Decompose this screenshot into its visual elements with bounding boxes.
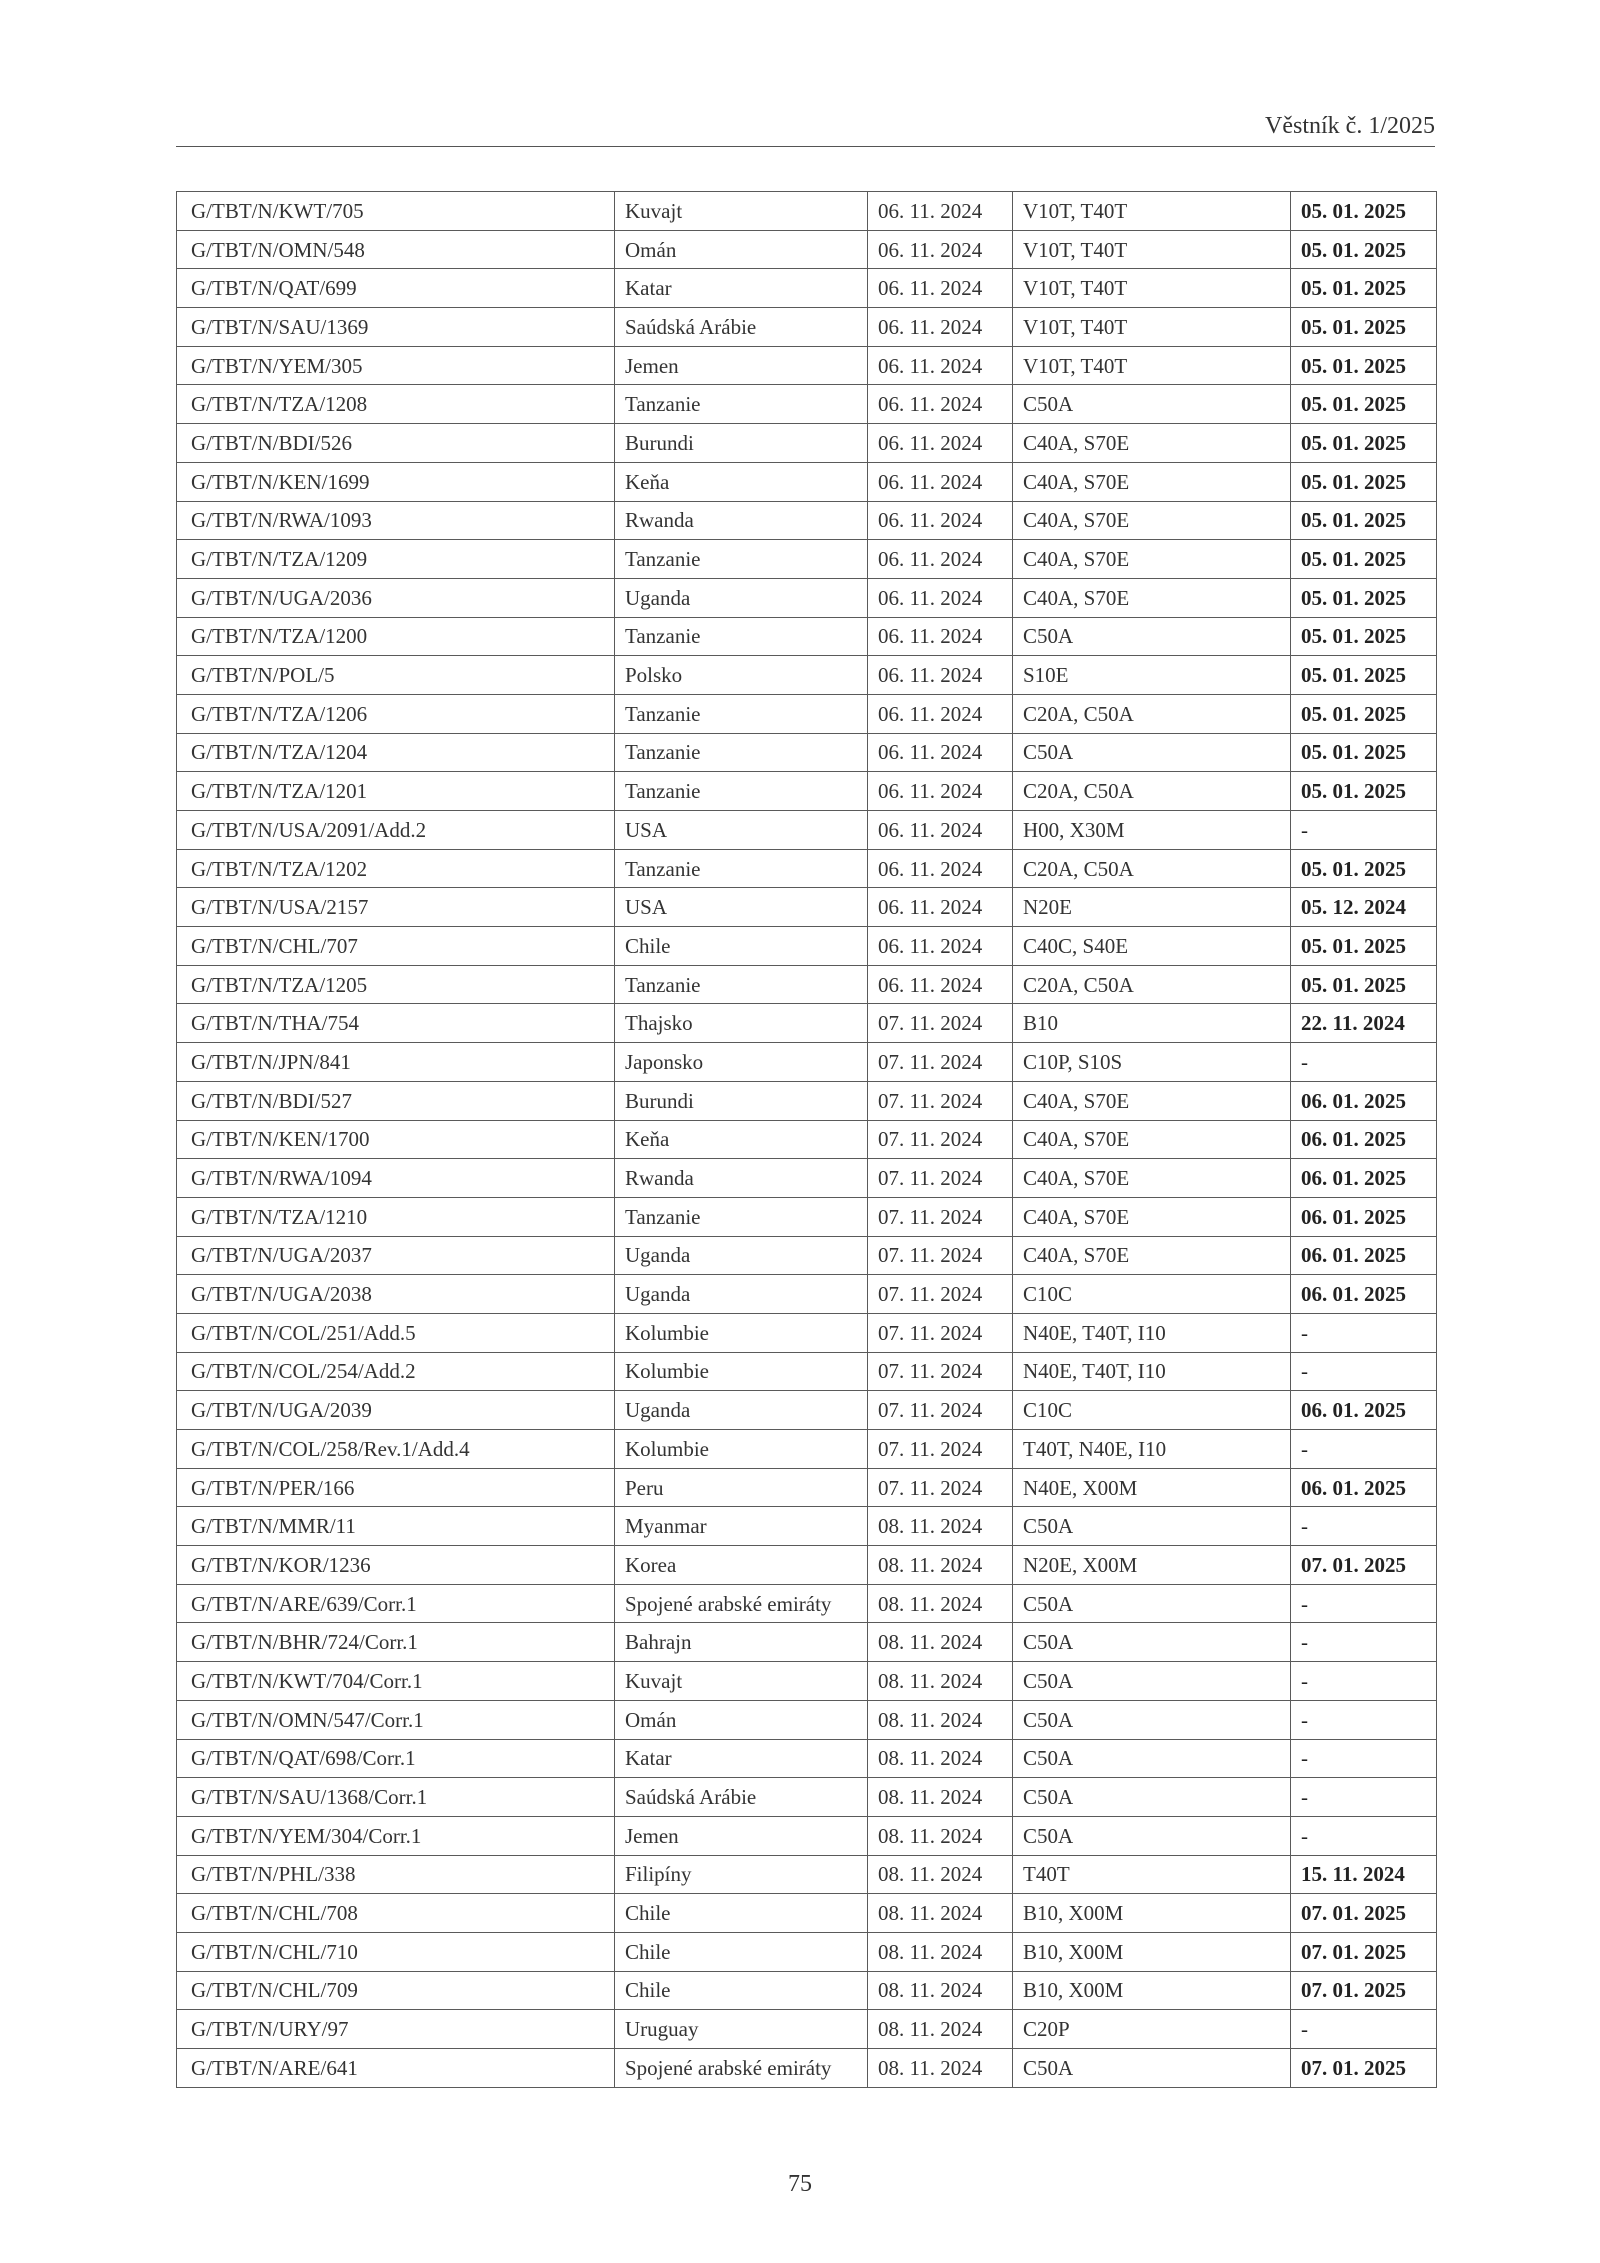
notifications-table (176, 191, 1437, 2088)
table-row (177, 540, 1437, 579)
cell-notification-symbol: G/TBT/N/OMN/547/Corr.1 (177, 1700, 615, 1739)
cell-deadline: 06. 01. 2025 (1291, 1197, 1437, 1236)
cell-country: Korea (615, 1546, 868, 1585)
cell-deadline: - (1291, 1816, 1437, 1855)
table-row (177, 269, 1437, 308)
cell-date: 08. 11. 2024 (868, 1584, 1013, 1623)
cell-date: 08. 11. 2024 (868, 1739, 1013, 1778)
cell-country: Peru (615, 1468, 868, 1507)
cell-notification-symbol: G/TBT/N/TZA/1208 (177, 385, 615, 424)
cell-deadline: 05. 01. 2025 (1291, 462, 1437, 501)
cell-date: 08. 11. 2024 (868, 2049, 1013, 2088)
table-row (177, 1313, 1437, 1352)
cell-country: Keňa (615, 462, 868, 501)
cell-notification-symbol: G/TBT/N/KEN/1699 (177, 462, 615, 501)
cell-country: USA (615, 811, 868, 850)
table-row (177, 1004, 1437, 1043)
cell-notification-symbol: G/TBT/N/USA/2091/Add.2 (177, 811, 615, 850)
cell-country: Chile (615, 1932, 868, 1971)
table-row (177, 733, 1437, 772)
cell-date: 08. 11. 2024 (868, 1971, 1013, 2010)
cell-notification-symbol: G/TBT/N/QAT/699 (177, 269, 615, 308)
cell-date: 06. 11. 2024 (868, 656, 1013, 695)
cell-country: Kuvajt (615, 1662, 868, 1701)
table-row (177, 656, 1437, 695)
cell-notification-symbol: G/TBT/N/ARE/641 (177, 2049, 615, 2088)
table-row (177, 888, 1437, 927)
cell-notification-symbol: G/TBT/N/THA/754 (177, 1004, 615, 1043)
cell-country: Tanzanie (615, 849, 868, 888)
cell-deadline: - (1291, 1430, 1437, 1469)
cell-country: Rwanda (615, 501, 868, 540)
cell-notification-symbol: G/TBT/N/TZA/1201 (177, 772, 615, 811)
table-row (177, 1584, 1437, 1623)
cell-deadline: 05. 01. 2025 (1291, 733, 1437, 772)
cell-deadline: 22. 11. 2024 (1291, 1004, 1437, 1043)
cell-deadline: - (1291, 1778, 1437, 1817)
cell-codes: V10T, T40T (1013, 230, 1291, 269)
table-row (177, 1468, 1437, 1507)
cell-date: 08. 11. 2024 (868, 1507, 1013, 1546)
cell-codes: B10, X00M (1013, 1894, 1291, 1933)
cell-deadline: 06. 01. 2025 (1291, 1468, 1437, 1507)
cell-codes: C20A, C50A (1013, 694, 1291, 733)
cell-date: 08. 11. 2024 (868, 1816, 1013, 1855)
cell-codes: B10, X00M (1013, 1932, 1291, 1971)
cell-country: Tanzanie (615, 965, 868, 1004)
cell-notification-symbol: G/TBT/N/KWT/704/Corr.1 (177, 1662, 615, 1701)
cell-date: 06. 11. 2024 (868, 346, 1013, 385)
cell-notification-symbol: G/TBT/N/BHR/724/Corr.1 (177, 1623, 615, 1662)
cell-codes: C50A (1013, 1507, 1291, 1546)
table-row (177, 308, 1437, 347)
table-row (177, 811, 1437, 850)
cell-country: Spojené arabské emiráty (615, 1584, 868, 1623)
cell-codes: C40A, S70E (1013, 1236, 1291, 1275)
cell-date: 07. 11. 2024 (868, 1275, 1013, 1314)
page-header (176, 112, 1435, 147)
table-row (177, 1120, 1437, 1159)
cell-country: Polsko (615, 656, 868, 695)
cell-country: Chile (615, 927, 868, 966)
cell-country: Jemen (615, 1816, 868, 1855)
cell-date: 07. 11. 2024 (868, 1391, 1013, 1430)
cell-deadline: - (1291, 1507, 1437, 1546)
table-row (177, 694, 1437, 733)
cell-codes: B10, X00M (1013, 1971, 1291, 2010)
cell-country: Uruguay (615, 2010, 868, 2049)
cell-date: 06. 11. 2024 (868, 733, 1013, 772)
cell-deadline: 15. 11. 2024 (1291, 1855, 1437, 1894)
cell-notification-symbol: G/TBT/N/RWA/1094 (177, 1159, 615, 1198)
cell-notification-symbol: G/TBT/N/TZA/1209 (177, 540, 615, 579)
cell-codes: C20A, C50A (1013, 772, 1291, 811)
cell-deadline: 05. 01. 2025 (1291, 965, 1437, 1004)
table-row (177, 1081, 1437, 1120)
cell-codes: C50A (1013, 1816, 1291, 1855)
table-row (177, 1275, 1437, 1314)
cell-deadline: - (1291, 1352, 1437, 1391)
cell-notification-symbol: G/TBT/N/UGA/2038 (177, 1275, 615, 1314)
cell-codes: N40E, T40T, I10 (1013, 1352, 1291, 1391)
cell-codes: C40A, S70E (1013, 1159, 1291, 1198)
cell-deadline: 05. 12. 2024 (1291, 888, 1437, 927)
table-row (177, 1352, 1437, 1391)
cell-notification-symbol: G/TBT/N/TZA/1210 (177, 1197, 615, 1236)
table-row (177, 346, 1437, 385)
cell-codes: C40A, S70E (1013, 578, 1291, 617)
cell-date: 08. 11. 2024 (868, 1932, 1013, 1971)
cell-deadline: 05. 01. 2025 (1291, 424, 1437, 463)
cell-date: 08. 11. 2024 (868, 1662, 1013, 1701)
cell-country: Uganda (615, 1275, 868, 1314)
cell-date: 07. 11. 2024 (868, 1081, 1013, 1120)
cell-country: Kolumbie (615, 1430, 868, 1469)
cell-codes: C40C, S40E (1013, 927, 1291, 966)
cell-date: 08. 11. 2024 (868, 1700, 1013, 1739)
cell-country: Katar (615, 1739, 868, 1778)
cell-date: 07. 11. 2024 (868, 1313, 1013, 1352)
cell-deadline: - (1291, 2010, 1437, 2049)
table-row (177, 2049, 1437, 2088)
cell-notification-symbol: G/TBT/N/TZA/1205 (177, 965, 615, 1004)
cell-notification-symbol: G/TBT/N/BDI/527 (177, 1081, 615, 1120)
cell-deadline: 05. 01. 2025 (1291, 578, 1437, 617)
cell-country: Omán (615, 1700, 868, 1739)
cell-deadline: 06. 01. 2025 (1291, 1391, 1437, 1430)
cell-deadline: 05. 01. 2025 (1291, 617, 1437, 656)
cell-deadline: 05. 01. 2025 (1291, 501, 1437, 540)
cell-deadline: - (1291, 1623, 1437, 1662)
cell-codes: V10T, T40T (1013, 346, 1291, 385)
cell-country: Filipíny (615, 1855, 868, 1894)
cell-codes: C40A, S70E (1013, 501, 1291, 540)
cell-codes: C50A (1013, 617, 1291, 656)
cell-notification-symbol: G/TBT/N/COL/254/Add.2 (177, 1352, 615, 1391)
cell-notification-symbol: G/TBT/N/KWT/705 (177, 192, 615, 231)
table-row (177, 965, 1437, 1004)
cell-date: 07. 11. 2024 (868, 1043, 1013, 1082)
cell-notification-symbol: G/TBT/N/TZA/1206 (177, 694, 615, 733)
cell-country: Tanzanie (615, 385, 868, 424)
cell-codes: T40T (1013, 1855, 1291, 1894)
cell-codes: N20E (1013, 888, 1291, 927)
cell-codes: T40T, N40E, I10 (1013, 1430, 1291, 1469)
cell-deadline: - (1291, 1662, 1437, 1701)
cell-deadline: 05. 01. 2025 (1291, 927, 1437, 966)
cell-date: 06. 11. 2024 (868, 578, 1013, 617)
cell-date: 08. 11. 2024 (868, 1778, 1013, 1817)
cell-country: Thajsko (615, 1004, 868, 1043)
cell-codes: C40A, S70E (1013, 462, 1291, 501)
cell-date: 07. 11. 2024 (868, 1430, 1013, 1469)
cell-notification-symbol: G/TBT/N/UGA/2039 (177, 1391, 615, 1430)
cell-date: 06. 11. 2024 (868, 269, 1013, 308)
cell-date: 06. 11. 2024 (868, 192, 1013, 231)
cell-codes: C50A (1013, 1623, 1291, 1662)
table-row (177, 1236, 1437, 1275)
cell-codes: N20E, X00M (1013, 1546, 1291, 1585)
cell-country: Bahrajn (615, 1623, 868, 1662)
cell-deadline: 07. 01. 2025 (1291, 1546, 1437, 1585)
cell-codes: C40A, S70E (1013, 424, 1291, 463)
cell-codes: V10T, T40T (1013, 192, 1291, 231)
table-row (177, 1507, 1437, 1546)
cell-date: 06. 11. 2024 (868, 772, 1013, 811)
cell-date: 06. 11. 2024 (868, 849, 1013, 888)
cell-notification-symbol: G/TBT/N/KOR/1236 (177, 1546, 615, 1585)
table-row (177, 462, 1437, 501)
cell-codes: C10C (1013, 1275, 1291, 1314)
cell-codes: V10T, T40T (1013, 308, 1291, 347)
cell-country: Japonsko (615, 1043, 868, 1082)
table-row (177, 230, 1437, 269)
cell-notification-symbol: G/TBT/N/JPN/841 (177, 1043, 615, 1082)
cell-date: 06. 11. 2024 (868, 501, 1013, 540)
cell-date: 08. 11. 2024 (868, 1623, 1013, 1662)
cell-codes: C50A (1013, 1700, 1291, 1739)
cell-deadline: 05. 01. 2025 (1291, 230, 1437, 269)
cell-date: 07. 11. 2024 (868, 1468, 1013, 1507)
cell-notification-symbol: G/TBT/N/RWA/1093 (177, 501, 615, 540)
cell-country: Jemen (615, 346, 868, 385)
cell-date: 07. 11. 2024 (868, 1236, 1013, 1275)
cell-deadline: 06. 01. 2025 (1291, 1236, 1437, 1275)
cell-codes: B10 (1013, 1004, 1291, 1043)
table-row (177, 1932, 1437, 1971)
cell-country: Kuvajt (615, 192, 868, 231)
cell-notification-symbol: G/TBT/N/YEM/305 (177, 346, 615, 385)
cell-notification-symbol: G/TBT/N/ARE/639/Corr.1 (177, 1584, 615, 1623)
cell-country: Tanzanie (615, 540, 868, 579)
cell-country: Tanzanie (615, 772, 868, 811)
table-row (177, 501, 1437, 540)
cell-country: Omán (615, 230, 868, 269)
cell-codes: H00, X30M (1013, 811, 1291, 850)
cell-country: Kolumbie (615, 1352, 868, 1391)
cell-country: Burundi (615, 424, 868, 463)
cell-country: Tanzanie (615, 733, 868, 772)
cell-notification-symbol: G/TBT/N/TZA/1204 (177, 733, 615, 772)
cell-date: 07. 11. 2024 (868, 1159, 1013, 1198)
table-row (177, 772, 1437, 811)
cell-date: 08. 11. 2024 (868, 1894, 1013, 1933)
cell-codes: C50A (1013, 1584, 1291, 1623)
cell-date: 06. 11. 2024 (868, 462, 1013, 501)
table-body (177, 192, 1437, 2088)
cell-deadline: 06. 01. 2025 (1291, 1120, 1437, 1159)
cell-date: 07. 11. 2024 (868, 1120, 1013, 1159)
cell-country: Kolumbie (615, 1313, 868, 1352)
cell-codes: C50A (1013, 733, 1291, 772)
cell-codes: C50A (1013, 1662, 1291, 1701)
table-row (177, 1700, 1437, 1739)
cell-country: Myanmar (615, 1507, 868, 1546)
cell-date: 06. 11. 2024 (868, 617, 1013, 656)
cell-country: Chile (615, 1971, 868, 2010)
cell-country: Uganda (615, 1236, 868, 1275)
cell-country: Saúdská Arábie (615, 1778, 868, 1817)
cell-country: Burundi (615, 1081, 868, 1120)
cell-notification-symbol: G/TBT/N/TZA/1200 (177, 617, 615, 656)
cell-date: 06. 11. 2024 (868, 927, 1013, 966)
cell-notification-symbol: G/TBT/N/MMR/11 (177, 1507, 615, 1546)
cell-notification-symbol: G/TBT/N/SAU/1368/Corr.1 (177, 1778, 615, 1817)
page-number: 75 (788, 2171, 812, 2197)
cell-deadline: 06. 01. 2025 (1291, 1159, 1437, 1198)
cell-notification-symbol: G/TBT/N/CHL/709 (177, 1971, 615, 2010)
cell-codes: C50A (1013, 1739, 1291, 1778)
cell-country: Spojené arabské emiráty (615, 2049, 868, 2088)
cell-country: Uganda (615, 1391, 868, 1430)
cell-codes: C10P, S10S (1013, 1043, 1291, 1082)
cell-deadline: 05. 01. 2025 (1291, 694, 1437, 733)
cell-codes: C50A (1013, 1778, 1291, 1817)
cell-country: Tanzanie (615, 1197, 868, 1236)
cell-deadline: 07. 01. 2025 (1291, 2049, 1437, 2088)
cell-notification-symbol: G/TBT/N/SAU/1369 (177, 308, 615, 347)
cell-country: Tanzanie (615, 617, 868, 656)
cell-codes: N40E, T40T, I10 (1013, 1313, 1291, 1352)
table-row (177, 1197, 1437, 1236)
table-row (177, 1662, 1437, 1701)
cell-date: 06. 11. 2024 (868, 424, 1013, 463)
cell-codes: C40A, S70E (1013, 1120, 1291, 1159)
table-row (177, 849, 1437, 888)
cell-codes: C20A, C50A (1013, 965, 1291, 1004)
cell-notification-symbol: G/TBT/N/USA/2157 (177, 888, 615, 927)
cell-notification-symbol: G/TBT/N/COL/258/Rev.1/Add.4 (177, 1430, 615, 1469)
table-row (177, 1043, 1437, 1082)
table-row (177, 1739, 1437, 1778)
cell-date: 08. 11. 2024 (868, 1546, 1013, 1585)
table-row (177, 385, 1437, 424)
table-row (177, 1430, 1437, 1469)
cell-deadline: 05. 01. 2025 (1291, 385, 1437, 424)
cell-notification-symbol: G/TBT/N/UGA/2037 (177, 1236, 615, 1275)
cell-notification-symbol: G/TBT/N/QAT/698/Corr.1 (177, 1739, 615, 1778)
cell-codes: C40A, S70E (1013, 1081, 1291, 1120)
cell-deadline: - (1291, 1739, 1437, 1778)
cell-codes: V10T, T40T (1013, 269, 1291, 308)
cell-deadline: 07. 01. 2025 (1291, 1894, 1437, 1933)
cell-date: 06. 11. 2024 (868, 230, 1013, 269)
cell-notification-symbol: G/TBT/N/CHL/710 (177, 1932, 615, 1971)
cell-date: 07. 11. 2024 (868, 1004, 1013, 1043)
table-row (177, 1391, 1437, 1430)
cell-date: 07. 11. 2024 (868, 1197, 1013, 1236)
cell-date: 06. 11. 2024 (868, 811, 1013, 850)
cell-codes: C50A (1013, 2049, 1291, 2088)
cell-country: Saúdská Arábie (615, 308, 868, 347)
cell-codes: C20A, C50A (1013, 849, 1291, 888)
cell-date: 06. 11. 2024 (868, 965, 1013, 1004)
cell-deadline: 07. 01. 2025 (1291, 1971, 1437, 2010)
cell-codes: C10C (1013, 1391, 1291, 1430)
cell-codes: C40A, S70E (1013, 1197, 1291, 1236)
cell-notification-symbol: G/TBT/N/TZA/1202 (177, 849, 615, 888)
cell-country: Katar (615, 269, 868, 308)
cell-codes: C40A, S70E (1013, 540, 1291, 579)
cell-notification-symbol: G/TBT/N/YEM/304/Corr.1 (177, 1816, 615, 1855)
cell-deadline: 05. 01. 2025 (1291, 346, 1437, 385)
cell-deadline: 05. 01. 2025 (1291, 308, 1437, 347)
cell-notification-symbol: G/TBT/N/COL/251/Add.5 (177, 1313, 615, 1352)
cell-codes: N40E, X00M (1013, 1468, 1291, 1507)
cell-date: 06. 11. 2024 (868, 694, 1013, 733)
table-row (177, 192, 1437, 231)
cell-date: 07. 11. 2024 (868, 1352, 1013, 1391)
cell-deadline: - (1291, 811, 1437, 850)
cell-country: Uganda (615, 578, 868, 617)
cell-notification-symbol: G/TBT/N/OMN/548 (177, 230, 615, 269)
table-row (177, 1159, 1437, 1198)
table-row (177, 424, 1437, 463)
table-row (177, 2010, 1437, 2049)
cell-notification-symbol: G/TBT/N/UGA/2036 (177, 578, 615, 617)
cell-notification-symbol: G/TBT/N/PER/166 (177, 1468, 615, 1507)
table-row (177, 1971, 1437, 2010)
cell-notification-symbol: G/TBT/N/POL/5 (177, 656, 615, 695)
cell-deadline: 05. 01. 2025 (1291, 192, 1437, 231)
cell-country: Chile (615, 1894, 868, 1933)
cell-date: 08. 11. 2024 (868, 2010, 1013, 2049)
bulletin-title: Věstník č. 1/2025 (1265, 113, 1435, 139)
cell-deadline: 05. 01. 2025 (1291, 656, 1437, 695)
cell-notification-symbol: G/TBT/N/URY/97 (177, 2010, 615, 2049)
cell-deadline: - (1291, 1584, 1437, 1623)
cell-country: Tanzanie (615, 694, 868, 733)
table-row (177, 1816, 1437, 1855)
cell-notification-symbol: G/TBT/N/PHL/338 (177, 1855, 615, 1894)
cell-deadline: 07. 01. 2025 (1291, 1932, 1437, 1971)
cell-notification-symbol: G/TBT/N/KEN/1700 (177, 1120, 615, 1159)
cell-date: 08. 11. 2024 (868, 1855, 1013, 1894)
cell-codes: S10E (1013, 656, 1291, 695)
cell-deadline: 06. 01. 2025 (1291, 1275, 1437, 1314)
cell-date: 06. 11. 2024 (868, 308, 1013, 347)
cell-deadline: 05. 01. 2025 (1291, 772, 1437, 811)
cell-deadline: 05. 01. 2025 (1291, 540, 1437, 579)
table-row (177, 1778, 1437, 1817)
table-row (177, 578, 1437, 617)
table-row (177, 1894, 1437, 1933)
table-row (177, 927, 1437, 966)
cell-country: USA (615, 888, 868, 927)
cell-country: Keňa (615, 1120, 868, 1159)
table-row (177, 617, 1437, 656)
cell-deadline: - (1291, 1313, 1437, 1352)
cell-deadline: 05. 01. 2025 (1291, 269, 1437, 308)
cell-deadline: 06. 01. 2025 (1291, 1081, 1437, 1120)
cell-deadline: 05. 01. 2025 (1291, 849, 1437, 888)
cell-deadline: - (1291, 1700, 1437, 1739)
cell-notification-symbol: G/TBT/N/CHL/707 (177, 927, 615, 966)
cell-date: 06. 11. 2024 (868, 540, 1013, 579)
cell-date: 06. 11. 2024 (868, 385, 1013, 424)
cell-codes: C50A (1013, 385, 1291, 424)
cell-country: Rwanda (615, 1159, 868, 1198)
cell-notification-symbol: G/TBT/N/CHL/708 (177, 1894, 615, 1933)
cell-date: 06. 11. 2024 (868, 888, 1013, 927)
cell-notification-symbol: G/TBT/N/BDI/526 (177, 424, 615, 463)
table-row (177, 1623, 1437, 1662)
cell-codes: C20P (1013, 2010, 1291, 2049)
cell-deadline: - (1291, 1043, 1437, 1082)
table-row (177, 1855, 1437, 1894)
table-row (177, 1546, 1437, 1585)
